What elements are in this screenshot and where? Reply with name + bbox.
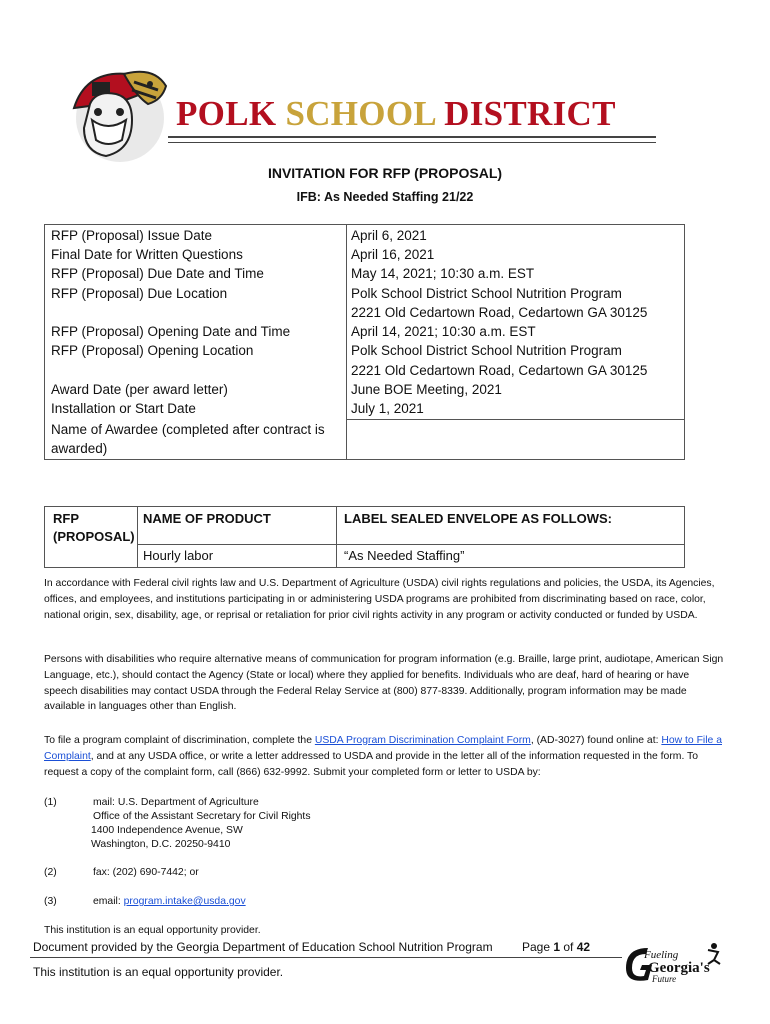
schedule-value: May 14, 2021; 10:30 a.m. EST (351, 266, 535, 281)
envelope-label-value: “As Needed Staffing” (344, 548, 465, 563)
footer-equal-opportunity: This institution is an equal opportunity provider. (33, 965, 284, 979)
schedule-label: RFP (Proposal) Due Date and Time (51, 266, 264, 281)
schedule-value: July 1, 2021 (351, 401, 424, 416)
document-subtitle: IFB: As Needed Staffing 21/22 (296, 190, 474, 204)
list-number: (3) (44, 896, 57, 907)
disabilities-paragraph: Persons with disabilities who require alternative means of communication for program information (e.g. Braille, large print, audiotape, American Sign Language, etc.), should contact the Agency (State or local) where they applied for benefits. Individuals who are deaf, hard of hearing or have speech disabilities may contact USDA through the Federal Relay Service at (800) 877-8339. Additionally, program information may be made available in languages other than English. (44, 654, 724, 713)
schedule-value: April 6, 2021 (351, 228, 427, 243)
email-link[interactable]: program.intake@usda.gov (123, 896, 246, 907)
schedule-value: Polk School District School Nutrition Program (351, 286, 622, 301)
document-title: INVITATION FOR RFP (PROPOSAL) (267, 165, 503, 181)
email-label: email: (93, 896, 124, 907)
school-mascot-logo (62, 60, 172, 168)
mail-line: Washington, D.C. 20250-9410 (91, 839, 231, 850)
schedule-label: Award Date (per award letter) (51, 382, 228, 397)
schedule-divider (346, 225, 347, 459)
district-title-district: DISTRICT (444, 94, 616, 133)
how-to-file-link[interactable]: How to File a Complaint (44, 735, 722, 762)
footer-page-number (522, 940, 590, 954)
page-of: of (560, 940, 577, 954)
schedule-label: RFP (Proposal) Issue Date (51, 228, 213, 243)
complaint-text: To file a program complaint of discrimination, complete the (44, 735, 315, 746)
email-line (93, 895, 246, 910)
schedule-label: Name of Awardee (completed after contract is (51, 422, 325, 437)
schedule-awardee-rule (346, 419, 684, 420)
product-table (44, 506, 685, 568)
footer-document-provided: Document provided by the Georgia Department of Education School Nutrition Program (33, 940, 493, 954)
page-prefix: Page (522, 940, 554, 954)
product-table-divider (336, 507, 337, 567)
schedule-label: Installation or Start Date (51, 401, 196, 416)
logo-text-future: Future (652, 974, 677, 984)
header-rule-top (168, 136, 656, 138)
list-number: (1) (44, 797, 57, 808)
complaint-form-link[interactable]: USDA Program Discrimination Complaint Form (314, 735, 531, 746)
complaint-paragraph (44, 733, 724, 780)
footer-rule (30, 957, 622, 958)
header-rule-bottom (168, 142, 656, 143)
schedule-label: RFP (Proposal) Due Location (51, 286, 228, 301)
complaint-text: , (AD-3027) found online at: (530, 735, 662, 746)
schedule-value: April 16, 2021 (351, 247, 435, 262)
schedule-value-line2: 2221 Old Cedartown Road, Cedartown GA 30125 (351, 363, 648, 378)
schedule-value: Polk School District School Nutrition Program (351, 343, 622, 358)
logo-text-georgias: Georgia's (648, 960, 710, 976)
product-name-header: NAME OF PRODUCT (143, 511, 271, 526)
fax-line: fax: (202) 690-7442; or (93, 867, 199, 878)
schedule-value: April 14, 2021; 10:30 a.m. EST (351, 324, 536, 339)
product-table-divider (137, 507, 138, 567)
rfp-header: RFP (53, 511, 79, 526)
page-current: 1 (553, 940, 561, 954)
mail-line: 1400 Independence Avenue, SW (91, 825, 243, 836)
complaint-text: , and at any USDA office, or write a letter addressed to USDA and provide in the letter all of the information requested in the form. To request a copy of the complaint form, call (866) 632-9992. Submit your completed form or letter to USDA by: (44, 750, 699, 778)
schedule-label: RFP (Proposal) Opening Location (51, 343, 254, 358)
logo-text-fueling: Fueling (644, 949, 679, 961)
district-title (176, 94, 616, 134)
envelope-label-header: LABEL SEALED ENVELOPE AS FOLLOWS: (344, 511, 612, 526)
schedule-label: Final Date for Written Questions (51, 247, 243, 262)
district-title-polk: POLK (176, 94, 277, 133)
page-total: 42 (576, 940, 591, 954)
rfp-header-line2: (PROPOSAL) (53, 529, 135, 544)
schedule-table (44, 224, 685, 460)
product-name-value: Hourly labor (143, 548, 214, 563)
schedule-value: June BOE Meeting, 2021 (351, 382, 502, 397)
district-title-school: SCHOOL (285, 94, 436, 133)
civil-rights-paragraph: In accordance with Federal civil rights law and U.S. Department of Agriculture (USDA) civil rights regulations and policies, the USDA, its Agencies, offices, and employees, and institutions participating in or administering USDA programs are prohibited from discriminating based on race, color, national origin, sex, disability, age, or reprisal or retaliation for prior civil rights activity in any program or activity conducted or funded by USDA. (44, 578, 715, 621)
mail-line: Office of the Assistant Secretary for Civil Rights (93, 811, 311, 822)
mail-line: mail: U.S. Department of Agriculture (93, 797, 259, 808)
schedule-value-line2: 2221 Old Cedartown Road, Cedartown GA 30125 (351, 305, 648, 320)
schedule-label: RFP (Proposal) Opening Date and Time (51, 324, 291, 339)
schedule-label-line2: awarded) (51, 441, 108, 456)
product-table-rule (137, 544, 684, 545)
equal-opportunity-line: This institution is an equal opportunity provider. (44, 925, 261, 936)
list-number: (2) (44, 867, 57, 878)
fueling-georgias-future-logo (622, 938, 740, 984)
